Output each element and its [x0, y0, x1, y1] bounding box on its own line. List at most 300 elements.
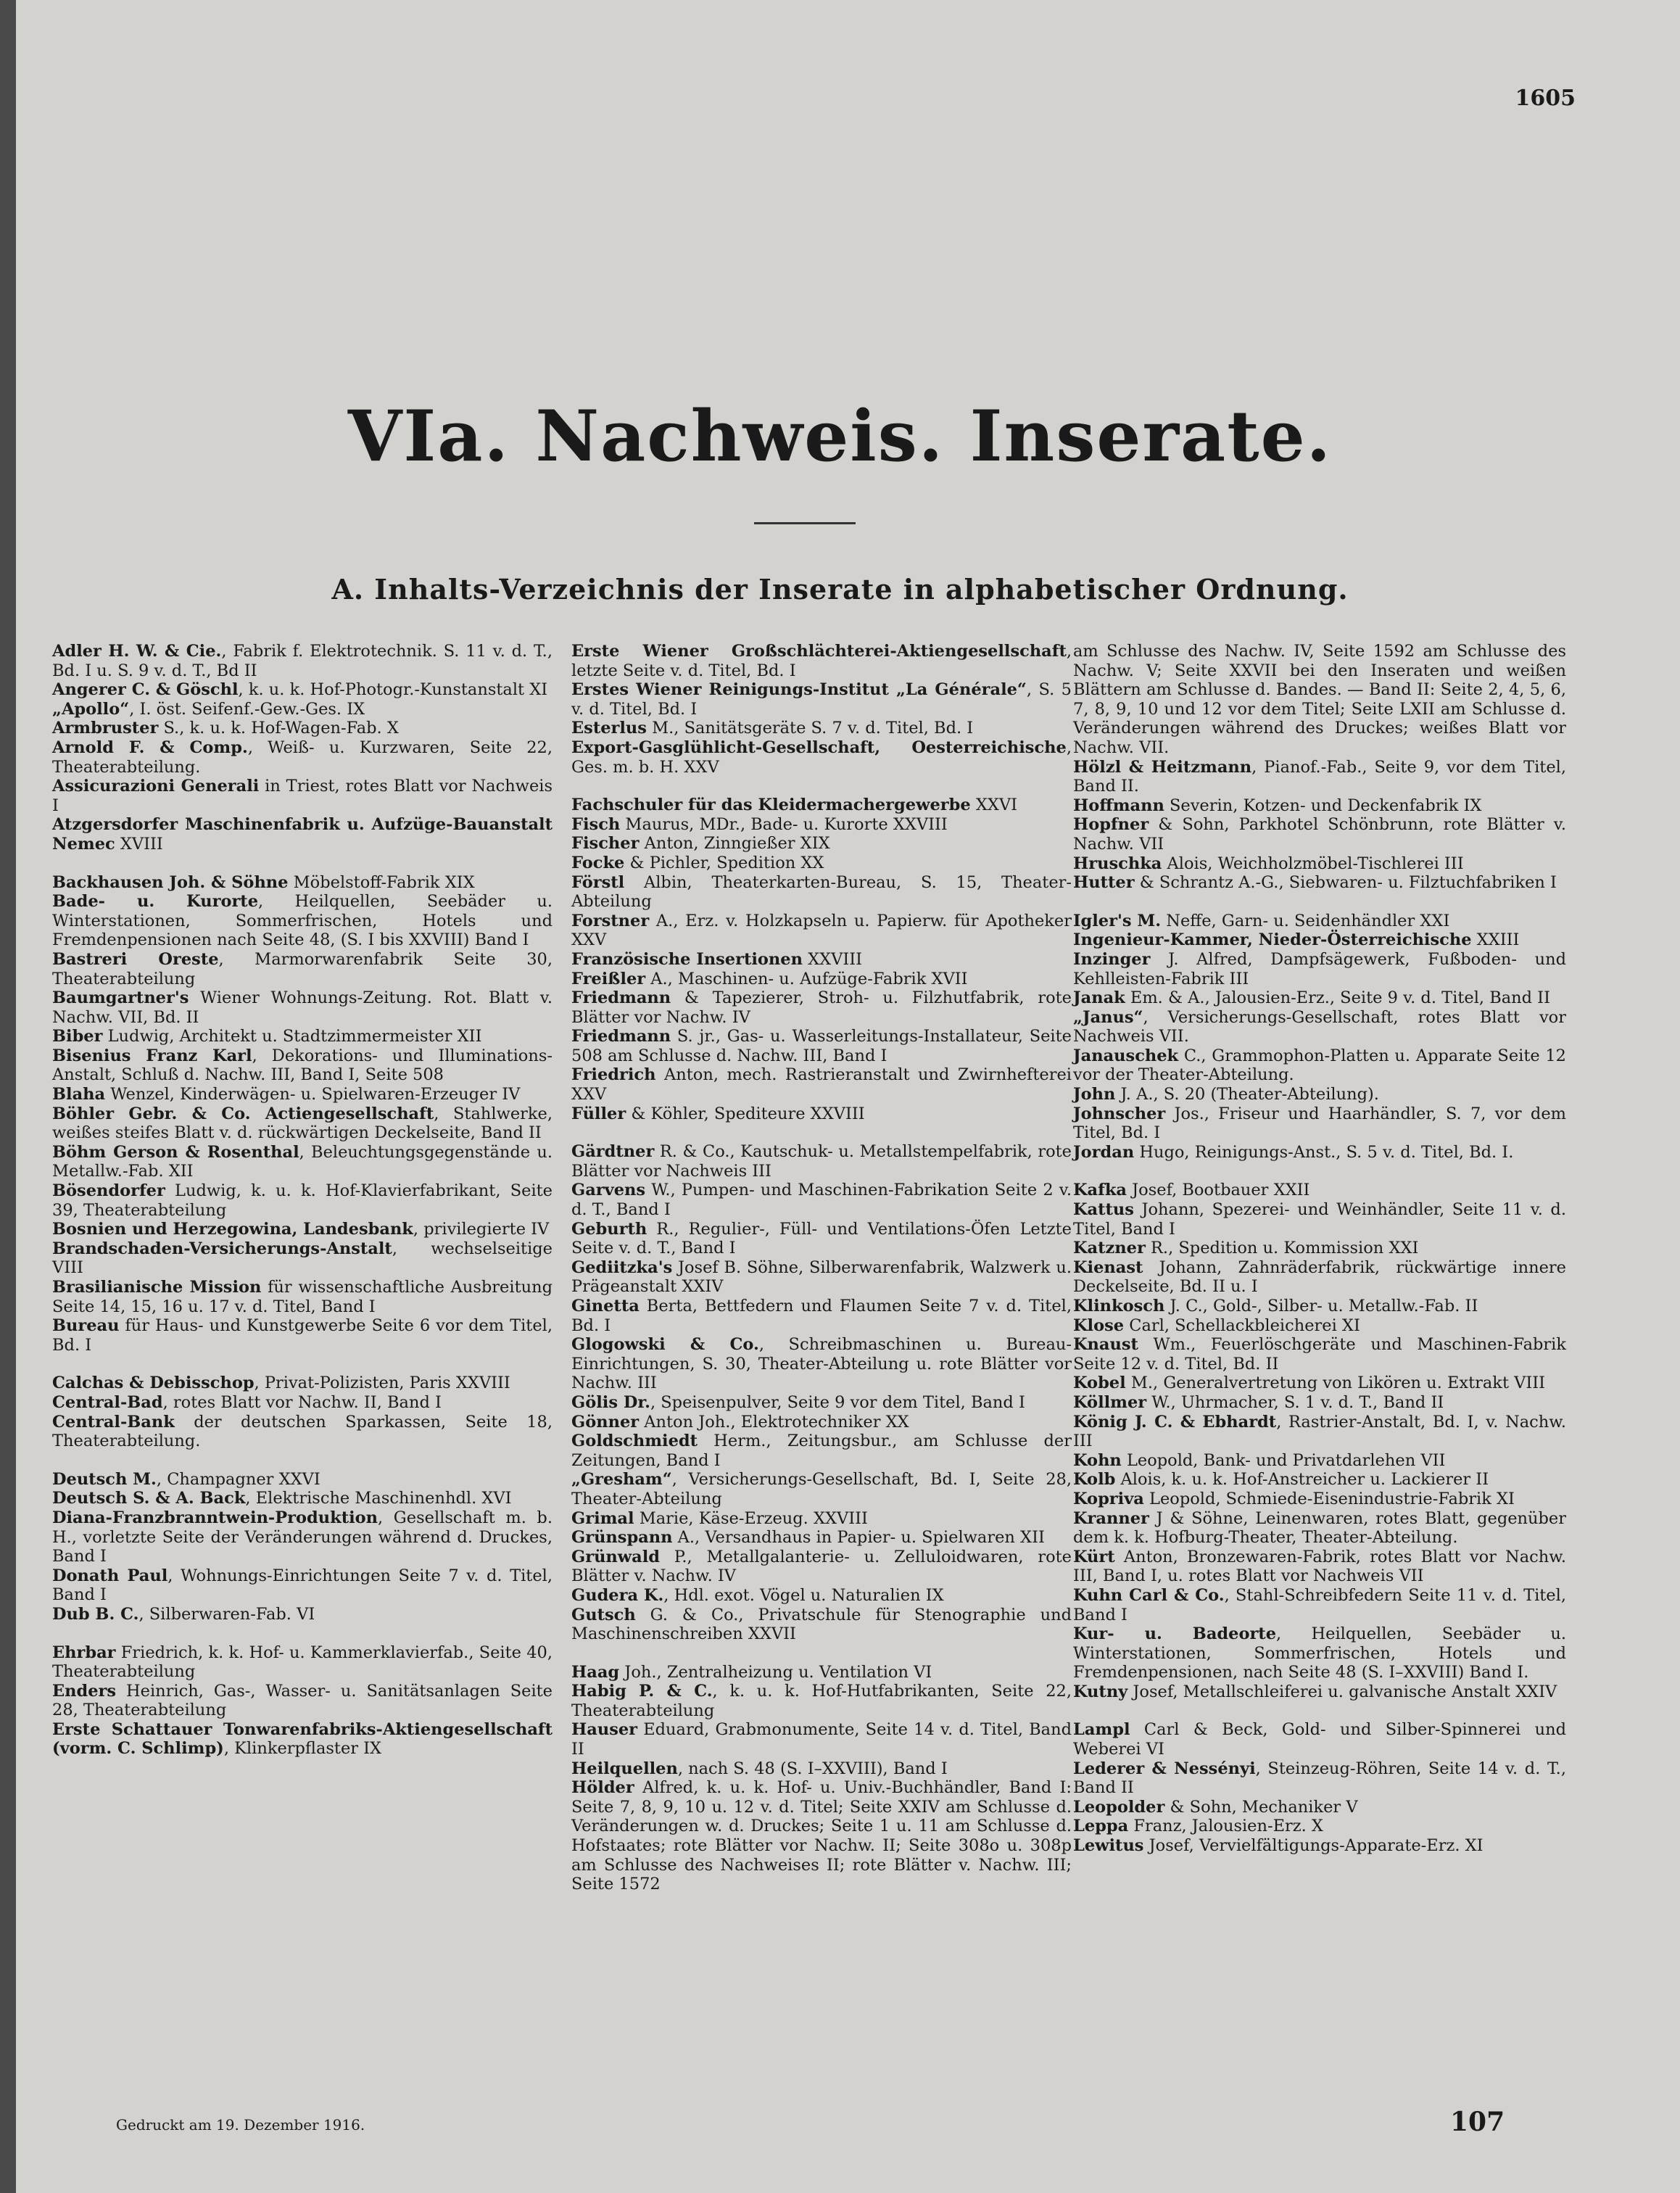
directory-entry: [1073, 1104, 1566, 1143]
scan-edge: [0, 0, 16, 2193]
entry-text: Leopold, Schmiede-Eisenindustrie-Fabrik XI: [1143, 1489, 1515, 1508]
section-title: VIa. Nachweis. Inserate.: [347, 395, 1333, 477]
directory-entry: [52, 1643, 553, 1682]
entry-text: , Heilquellen, Seebäder u. Winterstationen, Sommerfrischen, Hotels und Fremdenpensionen, nach Seite 48 (S. I–XXVIII) Band I.: [1073, 1624, 1567, 1682]
directory-entry: [1073, 1586, 1566, 1624]
entry-name: Erstes Wiener Reinigungs-Institut „La Générale“: [571, 680, 1027, 700]
directory-entry: [571, 834, 1072, 854]
entry-name: Lewitus: [1073, 1836, 1144, 1856]
entry-text: Anton, Bronzewaren-Fabrik, rotes Blatt vor Nachw. III, Band I, u. rotes Blatt vor Nachweis VII: [1073, 1547, 1566, 1586]
entry-name: Fischer: [571, 834, 640, 854]
entry-text: R., Regulier-, Füll- und Ventilations-Öfen Letzte Seite v. d. T., Band I: [571, 1219, 1072, 1258]
entry-name: Calchas & Debisschop: [52, 1374, 255, 1393]
entry-name: Gediitzka's: [571, 1257, 673, 1277]
entry-text: XVIII: [115, 834, 163, 854]
directory-entry: [1073, 1297, 1566, 1316]
title-divider: [754, 522, 856, 524]
entry-text: , Speisenpulver, Seite 9 vor dem Titel, Band I: [650, 1392, 1025, 1412]
directory-entry: [1073, 930, 1566, 950]
entry-name: Leopolder: [1073, 1797, 1165, 1817]
entry-name: Hoffmann: [1073, 796, 1164, 815]
entry-name: Assicurazioni Generali: [52, 777, 260, 796]
directory-entry: [571, 1759, 1072, 1779]
directory-entry: [52, 1508, 553, 1566]
entry-text: , Stahlwerke, weißes steifes Blatt v. d. rückwärtigen Deckelseite, Band II: [52, 1104, 553, 1143]
entry-name: Central-Bad: [52, 1392, 163, 1412]
entry-name: Klose: [1073, 1316, 1125, 1335]
entry-text: Franz, Jalousien-Erz. X: [1128, 1817, 1323, 1836]
entry-name: Bastreri Oreste: [52, 949, 219, 969]
entry-text: XXVIII: [802, 949, 863, 969]
entry-name: Garvens: [571, 1181, 646, 1200]
entry-text: für wissenschaftliche Ausbreitung Seite 14, 15, 16 u. 17 v. d. Titel, Band I: [52, 1278, 553, 1316]
directory-entry: [52, 700, 553, 719]
directory-entry: [571, 1682, 1072, 1720]
directory-entry: [52, 1682, 553, 1720]
column-3: [1073, 642, 1566, 1856]
entry-name: Diana-Franzbranntwein-Produktion: [52, 1508, 378, 1527]
entry-name: Gärdtner: [571, 1142, 655, 1162]
directory-entry: [571, 988, 1072, 1027]
directory-entry: [52, 1046, 553, 1085]
directory-entry: [571, 1509, 1072, 1529]
directory-entry: [571, 1606, 1072, 1644]
directory-entry: [571, 738, 1072, 777]
entry-name: Janak: [1073, 988, 1125, 1008]
entry-name: Gutsch: [571, 1605, 636, 1624]
entry-name: Französische Insertionen: [571, 949, 803, 969]
entry-text: Carl, Schellackbleicherei XI: [1124, 1316, 1360, 1335]
directory-entry: [52, 1085, 553, 1104]
entry-text: , Heilquellen, Seebäder u. Winterstationen, Sommerfrischen, Hotels und Fremdenpensionen nach Seite 48, (S. I bis XXVIII) Band I: [52, 892, 553, 950]
entry-text: Ludwig, Architekt u. Stadtzimmermeister XII: [102, 1027, 482, 1046]
directory-entry: [52, 1104, 553, 1143]
entry-name: Köllmer: [1073, 1392, 1147, 1412]
entry-text: W., Pumpen- und Maschinen-Fabrikation Seite 2 v. d. T., Band I: [571, 1181, 1072, 1220]
entry-name: Bureau: [52, 1316, 120, 1336]
entry-name: Freißler: [571, 969, 646, 988]
entry-name: Kattus: [1073, 1200, 1134, 1220]
entry-name: Ginetta: [571, 1297, 640, 1316]
entry-name: Bosnien und Herzegowina, Landesbank: [52, 1220, 413, 1239]
entry-text: Josef B. Söhne, Silberwarenfabrik, Walzwerk u. Prägeanstalt XXIV: [571, 1257, 1072, 1297]
entry-name: Hauser: [571, 1720, 638, 1740]
directory-entry: [1073, 1258, 1566, 1297]
entry-text: Eduard, Grabmonumente, Seite 14 v. d. Titel, Band II: [571, 1720, 1072, 1759]
entry-text: S., k. u. k. Hof-Wagen-Fab. X: [158, 719, 399, 738]
entry-name: „Gresham“: [571, 1470, 672, 1490]
directory-entry: [571, 1065, 1072, 1104]
entry-name: König J. C. & Ebhardt: [1073, 1412, 1277, 1432]
directory-entry: [571, 815, 1072, 835]
entry-text: XXVI: [970, 796, 1017, 815]
directory-entry: [52, 873, 553, 893]
entry-text: P., Metallgalanterie- u. Zelluloidwaren, rote Blätter v. Nachw. IV: [571, 1547, 1072, 1586]
directory-entry: [52, 1316, 553, 1355]
directory-entry: [52, 1181, 553, 1220]
entry-text: M., Sanitätsgeräte S. 7 v. d. Titel, Bd. I: [646, 719, 974, 738]
entry-text: am Schlusse des Nachw. IV, Seite 1592 am Schlusse des Nachw. V; Seite XXVII bei den Inseraten und weißen Blättern am Schlusse d. Bandes. — Band II: Seite 2, 4, 5, 6, 7, 8, 9, 10 und 12 vor dem Titel; Seite LXII am Schlusse d. Veränderungen während des Druckes; weißes Blatt vor Nachw. VII.: [1073, 642, 1566, 757]
directory-entry: [1073, 1509, 1566, 1548]
directory-entry: [571, 1258, 1072, 1297]
column-1: [52, 642, 553, 1759]
directory-entry: [571, 912, 1072, 950]
entry-name: Knaust: [1073, 1335, 1138, 1355]
entry-text: , Champagner XXVI: [156, 1469, 320, 1489]
directory-entry: [52, 1143, 553, 1181]
directory-entry: [1073, 873, 1566, 893]
entry-name: Friedmann: [571, 1027, 671, 1046]
directory-entry: [1073, 1798, 1566, 1817]
print-date: Gedruckt am 19. Dezember 1916.: [116, 2116, 365, 2134]
entry-name: Brandschaden-Versicherungs-Anstalt: [52, 1239, 392, 1258]
entry-name: Hölzl & Heitzmann: [1073, 757, 1252, 777]
entry-text: Maurus, MDr., Bade- u. Kurorte XXVIII: [620, 814, 948, 834]
entry-text: , Klinkerpflaster IX: [223, 1739, 382, 1759]
entry-name: Förstl: [571, 872, 625, 892]
entry-text: & Pichler, Spedition XX: [624, 853, 824, 872]
entry-name: Deutsch M.: [52, 1469, 157, 1489]
entry-text: & Schrantz A.-G., Siebwaren- u. Filztuchfabriken I: [1134, 873, 1557, 893]
entry-text: Alois, k. u. k. Hof-Anstreicher u. Lackierer II: [1115, 1470, 1489, 1490]
directory-entry: [1073, 1836, 1566, 1856]
entry-name: Klinkosch: [1073, 1297, 1165, 1316]
entry-text: , Rastrier-Anstalt, Bd. I, v. Nachw. III: [1073, 1412, 1567, 1451]
entry-text: Heinrich, Gas-, Wasser- u. Sanitätsanlagen Seite 28, Theaterabteilung: [52, 1681, 553, 1720]
entry-name: Inzinger: [1073, 949, 1151, 969]
directory-entry: [1073, 1490, 1566, 1509]
entry-text: Josef, Bootbauer XXII: [1126, 1181, 1310, 1200]
directory-entry: [52, 777, 553, 815]
directory-entry: [1073, 1548, 1566, 1586]
entry-name: Kürt: [1073, 1547, 1115, 1566]
entry-name: Kur- u. Badeorte: [1073, 1624, 1277, 1644]
entry-text: Alois, Weichholzmöbel-Tischlerei III: [1162, 854, 1464, 873]
directory-entry: [571, 1528, 1072, 1548]
directory-entry: [1073, 1008, 1566, 1046]
directory-entry: [1073, 912, 1566, 931]
entry-name: Angerer C. & Göschl: [52, 680, 239, 700]
entry-text: Berta, Bettfedern und Flaumen Seite 7 v. d. Titel, Bd. I: [571, 1297, 1072, 1335]
entry-name: Biber: [52, 1027, 103, 1046]
entry-text: , Steinzeug-Röhren, Seite 14 v. d. T., Band II: [1073, 1759, 1566, 1798]
directory-entry: [571, 970, 1072, 989]
entry-name: Lederer & Nessényi: [1073, 1759, 1256, 1778]
entry-text: , wechselseitige VIII: [52, 1239, 553, 1278]
directory-entry: [52, 642, 553, 680]
entry-text: R., Spedition u. Kommission XXI: [1145, 1239, 1419, 1258]
entry-name: Glogowski & Co.: [571, 1335, 759, 1355]
entry-name: Baumgartner's: [52, 988, 189, 1008]
directory-entry: [52, 719, 553, 738]
directory-entry: [571, 642, 1072, 680]
directory-entry: [1073, 642, 1566, 758]
entry-name: Blaha: [52, 1085, 106, 1104]
entry-name: Ehrbar: [52, 1643, 116, 1662]
directory-entry: [1073, 1817, 1566, 1836]
entry-name: Erste Schattauer Tonwarenfabriks-Aktiengesellschaft (vorm. C. Schlimp): [52, 1719, 553, 1759]
entry-name: Enders: [52, 1681, 117, 1701]
directory-entry: [1073, 1181, 1566, 1200]
entry-text: J. Alfred, Dampfsägewerk, Fußboden- und Kehlleisten-Fabrik III: [1073, 949, 1566, 988]
entry-name: Leppa: [1073, 1817, 1129, 1836]
entry-name: Johnscher: [1073, 1104, 1166, 1123]
directory-entry: [52, 680, 553, 700]
entry-text: Neffe, Garn- u. Seidenhändler XXI: [1161, 911, 1450, 930]
entry-text: in Triest, rotes Blatt vor Nachweis I: [52, 777, 553, 815]
entry-text: , Stahl-Schreibfedern Seite 11 v. d. Titel, Band I: [1073, 1585, 1566, 1624]
entry-name: Kohn: [1073, 1450, 1122, 1470]
entry-name: Bade- u. Kurorte: [52, 892, 259, 912]
directory-entry: [1073, 1624, 1566, 1682]
directory-entry: [1073, 1470, 1566, 1490]
directory-entry: [1073, 1682, 1566, 1702]
entry-text: Marie, Käse-Erzeug. XXVIII: [634, 1508, 868, 1528]
section-subtitle: A. Inhalts-Verzeichnis der Inserate in alphabetischer Ordnung.: [331, 573, 1349, 606]
entry-text: R. & Co., Kautschuk- u. Metallstempelfabrik, rote Blätter vor Nachweis III: [571, 1142, 1072, 1181]
entry-text: Ludwig, k. u. k. Hof-Klavierfabrikant, Seite 39, Theaterabteilung: [52, 1181, 553, 1220]
entry-name: Geburth: [571, 1219, 647, 1239]
entry-text: Josef, Vervielfältigungs-Apparate-Erz. XI: [1143, 1836, 1484, 1856]
directory-entry: [52, 1220, 553, 1239]
directory-entry: [52, 1720, 553, 1759]
entry-text: W., Uhrmacher, S. 1 v. d. T., Band II: [1146, 1392, 1444, 1412]
entry-name: Donath Paul: [52, 1566, 168, 1585]
directory-entry: [571, 796, 1072, 815]
entry-name: Ingenieur-Kammer, Nieder-Österreichische: [1073, 930, 1472, 950]
directory-entry: [571, 1586, 1072, 1606]
entry-name: Fachschuler für das Kleidermachergewerbe: [571, 796, 971, 815]
entry-text: , privilegierte IV: [413, 1220, 550, 1239]
entry-text: für Haus- und Kunstgewerbe Seite 6 vor dem Titel, Bd. I: [52, 1316, 553, 1355]
entry-text: Albin, Theaterkarten-Bureau, S. 15, Theater-Abteilung: [571, 872, 1072, 912]
entry-text: Severin, Kotzen- und Deckenfabrik IX: [1164, 796, 1482, 815]
entry-text: Joh., Zentralheizung u. Ventilation VI: [619, 1662, 932, 1682]
directory-entry: [52, 815, 553, 854]
entry-text: Anton Joh., Elektrotechniker XX: [639, 1412, 909, 1432]
directory-entry: [571, 1181, 1072, 1219]
entry-name: Grimal: [571, 1508, 634, 1528]
entry-name: Grünwald: [571, 1547, 661, 1566]
directory-entry: [52, 1239, 553, 1278]
directory-entry: [1073, 1393, 1566, 1413]
entry-text: , Fabrik f. Elektrotechnik. S. 11 v. d. T., Bd. I u. S. 9 v. d. T., Bd II: [52, 642, 553, 680]
entry-text: Hugo, Reinigungs-Anst., S. 5 v. d. Titel, Bd. I.: [1134, 1142, 1514, 1162]
entry-text: , letzte Seite v. d. Titel, Bd. I: [571, 642, 1072, 680]
entry-text: , Hdl. exot. Vögel u. Naturalien IX: [663, 1585, 944, 1605]
entry-name: Böhm Gerson & Rosenthal: [52, 1142, 299, 1162]
entry-text: XXIII: [1471, 930, 1520, 950]
entry-text: Carl & Beck, Gold- und Silber-Spinnerei und Weberei VI: [1073, 1720, 1566, 1759]
directory-entry: [52, 1605, 553, 1624]
directory-entry: [1073, 1720, 1566, 1759]
entry-name: Kutny: [1073, 1682, 1128, 1701]
entry-text: Anton, mech. Rastrieranstalt und Zwirnhefterei XXV: [571, 1065, 1072, 1104]
entry-name: Armbruster: [52, 719, 159, 738]
entry-name: Habig P. & C.: [571, 1682, 713, 1701]
directory-entry: [1073, 988, 1566, 1008]
entry-name: Atzgersdorfer Maschinenfabrik u. Aufzüge-Bauanstalt Nemec: [52, 815, 553, 854]
entry-text: Wiener Wohnungs-Zeitung. Rot. Blatt v. Nachw. VII, Bd. II: [52, 988, 553, 1027]
directory-entry: [1073, 1451, 1566, 1471]
entry-name: Hopfner: [1073, 815, 1149, 835]
entry-name: Goldschmiedt: [571, 1432, 698, 1451]
page-number-bottom: 107: [1450, 2107, 1505, 2137]
entry-name: Kuhn Carl & Co.: [1073, 1585, 1225, 1605]
entry-name: Gudera K.: [571, 1585, 664, 1605]
entry-text: , S. 5 v. d. Titel, Bd. I: [571, 680, 1072, 719]
directory-entry: [1073, 1335, 1566, 1374]
column-2: [571, 642, 1072, 1894]
entry-text: A., Versandhaus in Papier- u. Spielwaren XII: [672, 1528, 1045, 1548]
entry-name: Kobel: [1073, 1374, 1126, 1393]
entry-text: der deutschen Sparkassen, Seite 18, Theaterabteilung.: [52, 1412, 553, 1451]
entry-text: J. C., Gold-, Silber- u. Metallw.-Fab. II: [1164, 1297, 1478, 1316]
entry-text: , Beleuchtungsgegenstände u. Metallw.-Fab. XII: [52, 1142, 553, 1181]
entry-name: „Apollo“: [52, 699, 130, 719]
entry-text: & Sohn, Parkhotel Schönbrunn, rote Blätter v. Nachw. VII: [1073, 815, 1566, 854]
directory-entry: [1073, 1143, 1566, 1162]
entry-text: , Versicherungs-Gesellschaft, rotes Blatt vor Nachweis VII.: [1073, 1007, 1566, 1046]
directory-entry: [1073, 950, 1566, 988]
directory-entry: [571, 1104, 1072, 1124]
entry-text: Herm., Zeitungsbur., am Schlusse der Zeitungen, Band I: [571, 1432, 1072, 1470]
entry-text: , Pianof.-Fab., Seite 9, vor dem Titel, Band II.: [1073, 757, 1566, 796]
directory-entry: [571, 1413, 1072, 1432]
entry-text: & Sohn, Mechaniker V: [1164, 1797, 1358, 1817]
entry-text: Johann, Zahnräderfabrik, rückwärtige innere Deckelseite, Bd. II u. I: [1073, 1257, 1566, 1297]
entry-text: Alfred, k. u. k. Hof- u. Univ.-Buchhändler, Band I: Seite 7, 8, 9, 10 u. 12 v. d. Titel; Seite XXIV am Schlusse d. Veränderungen w. d. Druckes; Seite 1 u. 11 am Schlusse d. Hofstaates; rote Blätter vor Nachw. II; Seite 308o u. 308p am Schlusse des Nachweises II; rote Blätter v. Nachw. III; Seite 1572: [571, 1778, 1072, 1894]
directory-entry: [571, 1142, 1072, 1181]
entry-text: Wm., Feuerlöschgeräte und Maschinen-Fabrik Seite 12 v. d. Titel, Bd. II: [1073, 1335, 1566, 1374]
entry-name: Janauschek: [1073, 1046, 1179, 1065]
entry-name: Jordan: [1073, 1142, 1135, 1162]
entry-text: & Köhler, Spediteure XXVIII: [626, 1104, 865, 1123]
directory-entry: [571, 680, 1072, 719]
directory-entry: [52, 1393, 553, 1413]
entry-name: Hutter: [1073, 873, 1135, 893]
entry-name: Adler H. W. & Cie.: [52, 642, 222, 661]
entry-name: Lampl: [1073, 1720, 1130, 1740]
entry-text: Wenzel, Kinderwägen- u. Spielwaren-Erzeuger IV: [105, 1085, 521, 1104]
directory-entry: [1073, 815, 1566, 854]
entry-name: Export-Gasglühlicht-Gesellschaft, Oesterreichische: [571, 738, 1067, 757]
directory-entry: [571, 1548, 1072, 1586]
entry-name: Böhler Gebr. & Co. Actiengesellschaft: [52, 1104, 434, 1123]
entry-name: Forstner: [571, 911, 650, 930]
entry-text: Möbelstoff-Fabrik XIX: [288, 872, 475, 892]
entry-text: C., Grammophon-Platten u. Apparate Seite 12 vor der Theater-Abteilung.: [1073, 1046, 1566, 1085]
directory-entry: [571, 1663, 1072, 1682]
directory-entry: [571, 719, 1072, 738]
directory-entry: [52, 1413, 553, 1451]
entry-text: Leopold, Bank- und Privatdarlehen VII: [1121, 1450, 1446, 1470]
directory-entry: [1073, 1759, 1566, 1798]
entry-name: Hruschka: [1073, 854, 1162, 873]
entry-text: A., Maschinen- u. Aufzüge-Fabrik XVII: [645, 969, 968, 988]
entry-text: Friedrich, k. k. Hof- u. Kammerklavierfab., Seite 40, Theaterabteilung: [52, 1643, 553, 1682]
page-number-top: 1605: [1515, 86, 1576, 111]
entry-name: Haag: [571, 1662, 620, 1682]
entry-text: Anton, Zinngießer XIX: [639, 834, 830, 854]
entry-name: Bisenius Franz Karl: [52, 1046, 252, 1065]
entry-name: Backhausen Joh. & Söhne: [52, 872, 289, 892]
directory-entry: [52, 1278, 553, 1316]
entry-text: Johann, Spezerei- und Weinhändler, Seite 11 v. d. Titel, Band I: [1073, 1200, 1566, 1239]
directory-entry: [1073, 1046, 1566, 1085]
directory-entry: [571, 1432, 1072, 1470]
entry-name: Füller: [571, 1104, 626, 1123]
directory-entry: [571, 1335, 1072, 1393]
entry-name: Erste Wiener Großschlächterei-Aktiengesellschaft: [571, 642, 1067, 661]
entry-text: J & Söhne, Leinenwaren, rotes Blatt, gegenüber dem k. k. Hofburg-Theater, Theater-Abteilung.: [1073, 1508, 1566, 1548]
entry-text: G. & Co., Privatschule für Stenographie und Maschinenschreiben XXVII: [571, 1605, 1072, 1644]
entry-text: , k. u. k. Hof-Hutfabrikanten, Seite 22, Theaterabteilung: [571, 1682, 1072, 1720]
entry-text: , Schreibmaschinen u. Bureau-Einrichtungen, S. 30, Theater-Abteilung u. rote Blätter vor Nachw. III: [571, 1335, 1072, 1393]
directory-entry: [571, 1720, 1072, 1759]
entry-name: Kienast: [1073, 1257, 1143, 1277]
directory-entry: [52, 988, 553, 1027]
entry-name: Arnold F. & Comp.: [52, 738, 248, 757]
entry-name: Kafka: [1073, 1181, 1127, 1200]
entry-text: , Weiß- u. Kurzwaren, Seite 22, Theaterabteilung.: [52, 738, 553, 777]
entry-name: Gönner: [571, 1412, 640, 1432]
directory-entry: [52, 1489, 553, 1508]
directory-entry: [1073, 1200, 1566, 1239]
directory-entry: [52, 1566, 553, 1605]
entry-name: Kopriva: [1073, 1489, 1144, 1508]
directory-entry: [52, 950, 553, 988]
directory-entry: [52, 1374, 553, 1393]
entry-name: Heilquellen: [571, 1759, 678, 1778]
entry-text: , k. u. k. Hof-Photogr.-Kunstanstalt XI: [238, 680, 548, 700]
entry-text: & Tapezierer, Stroh- u. Filzhutfabrik, rote Blätter vor Nachw. IV: [571, 988, 1072, 1027]
directory-entry: [571, 1220, 1072, 1258]
directory-entry: [1073, 1374, 1566, 1393]
directory-entry: [571, 1393, 1072, 1413]
entry-text: , Elektrische Maschinenhdl. XVI: [245, 1489, 512, 1508]
entry-text: S. jr., Gas- u. Wasserleitungs-Installateur, Seite 508 am Schlusse d. Nachw. III, Band I: [571, 1027, 1072, 1065]
entry-name: Katzner: [1073, 1239, 1146, 1258]
directory-entry: [571, 950, 1072, 970]
directory-entry: [52, 1470, 553, 1490]
entry-name: Deutsch S. & A. Back: [52, 1489, 246, 1508]
entry-text: , Versicherungs-Gesellschaft, Bd. I, Seite 28, Theater-Abteilung: [571, 1470, 1072, 1508]
entry-name: Central-Bank: [52, 1412, 175, 1432]
entry-name: John: [1073, 1085, 1116, 1104]
entry-text: , Gesellschaft m. b. H., vorletzte Seite der Veränderungen während d. Druckes, Band I: [52, 1508, 553, 1566]
entry-text: , Ges. m. b. H. XXV: [571, 738, 1072, 777]
entry-text: , I. öst. Seifenf.-Gew.-Ges. IX: [129, 699, 365, 719]
entry-name: Friedmann: [571, 988, 671, 1008]
entry-text: , Wohnungs-Einrichtungen Seite 7 v. d. Titel, Band I: [52, 1566, 553, 1605]
directory-entry: [571, 854, 1072, 873]
directory-entry: [52, 738, 553, 777]
entry-text: J. A., S. 20 (Theater-Abteilung).: [1115, 1085, 1379, 1104]
entry-text: , nach S. 48 (S. I–XXVIII), Band I: [677, 1759, 948, 1778]
entry-name: Brasilianische Mission: [52, 1278, 262, 1297]
directory-entry: [1073, 1239, 1566, 1258]
entry-text: M., Generalvertretung von Likören u. Extrakt VIII: [1125, 1374, 1546, 1393]
entry-text: , rotes Blatt vor Nachw. II, Band I: [162, 1392, 442, 1412]
entry-name: Kolb: [1073, 1470, 1116, 1490]
directory-entry: [571, 1297, 1072, 1335]
directory-entry: [1073, 758, 1566, 796]
entry-text: , Marmorwarenfabrik Seite 30, Theaterabteilung: [52, 949, 553, 988]
entry-name: Focke: [571, 853, 625, 872]
entry-text: , Silberwaren-Fab. VI: [138, 1604, 315, 1624]
entry-text: , Privat-Polizisten, Paris XXVIII: [254, 1374, 510, 1393]
